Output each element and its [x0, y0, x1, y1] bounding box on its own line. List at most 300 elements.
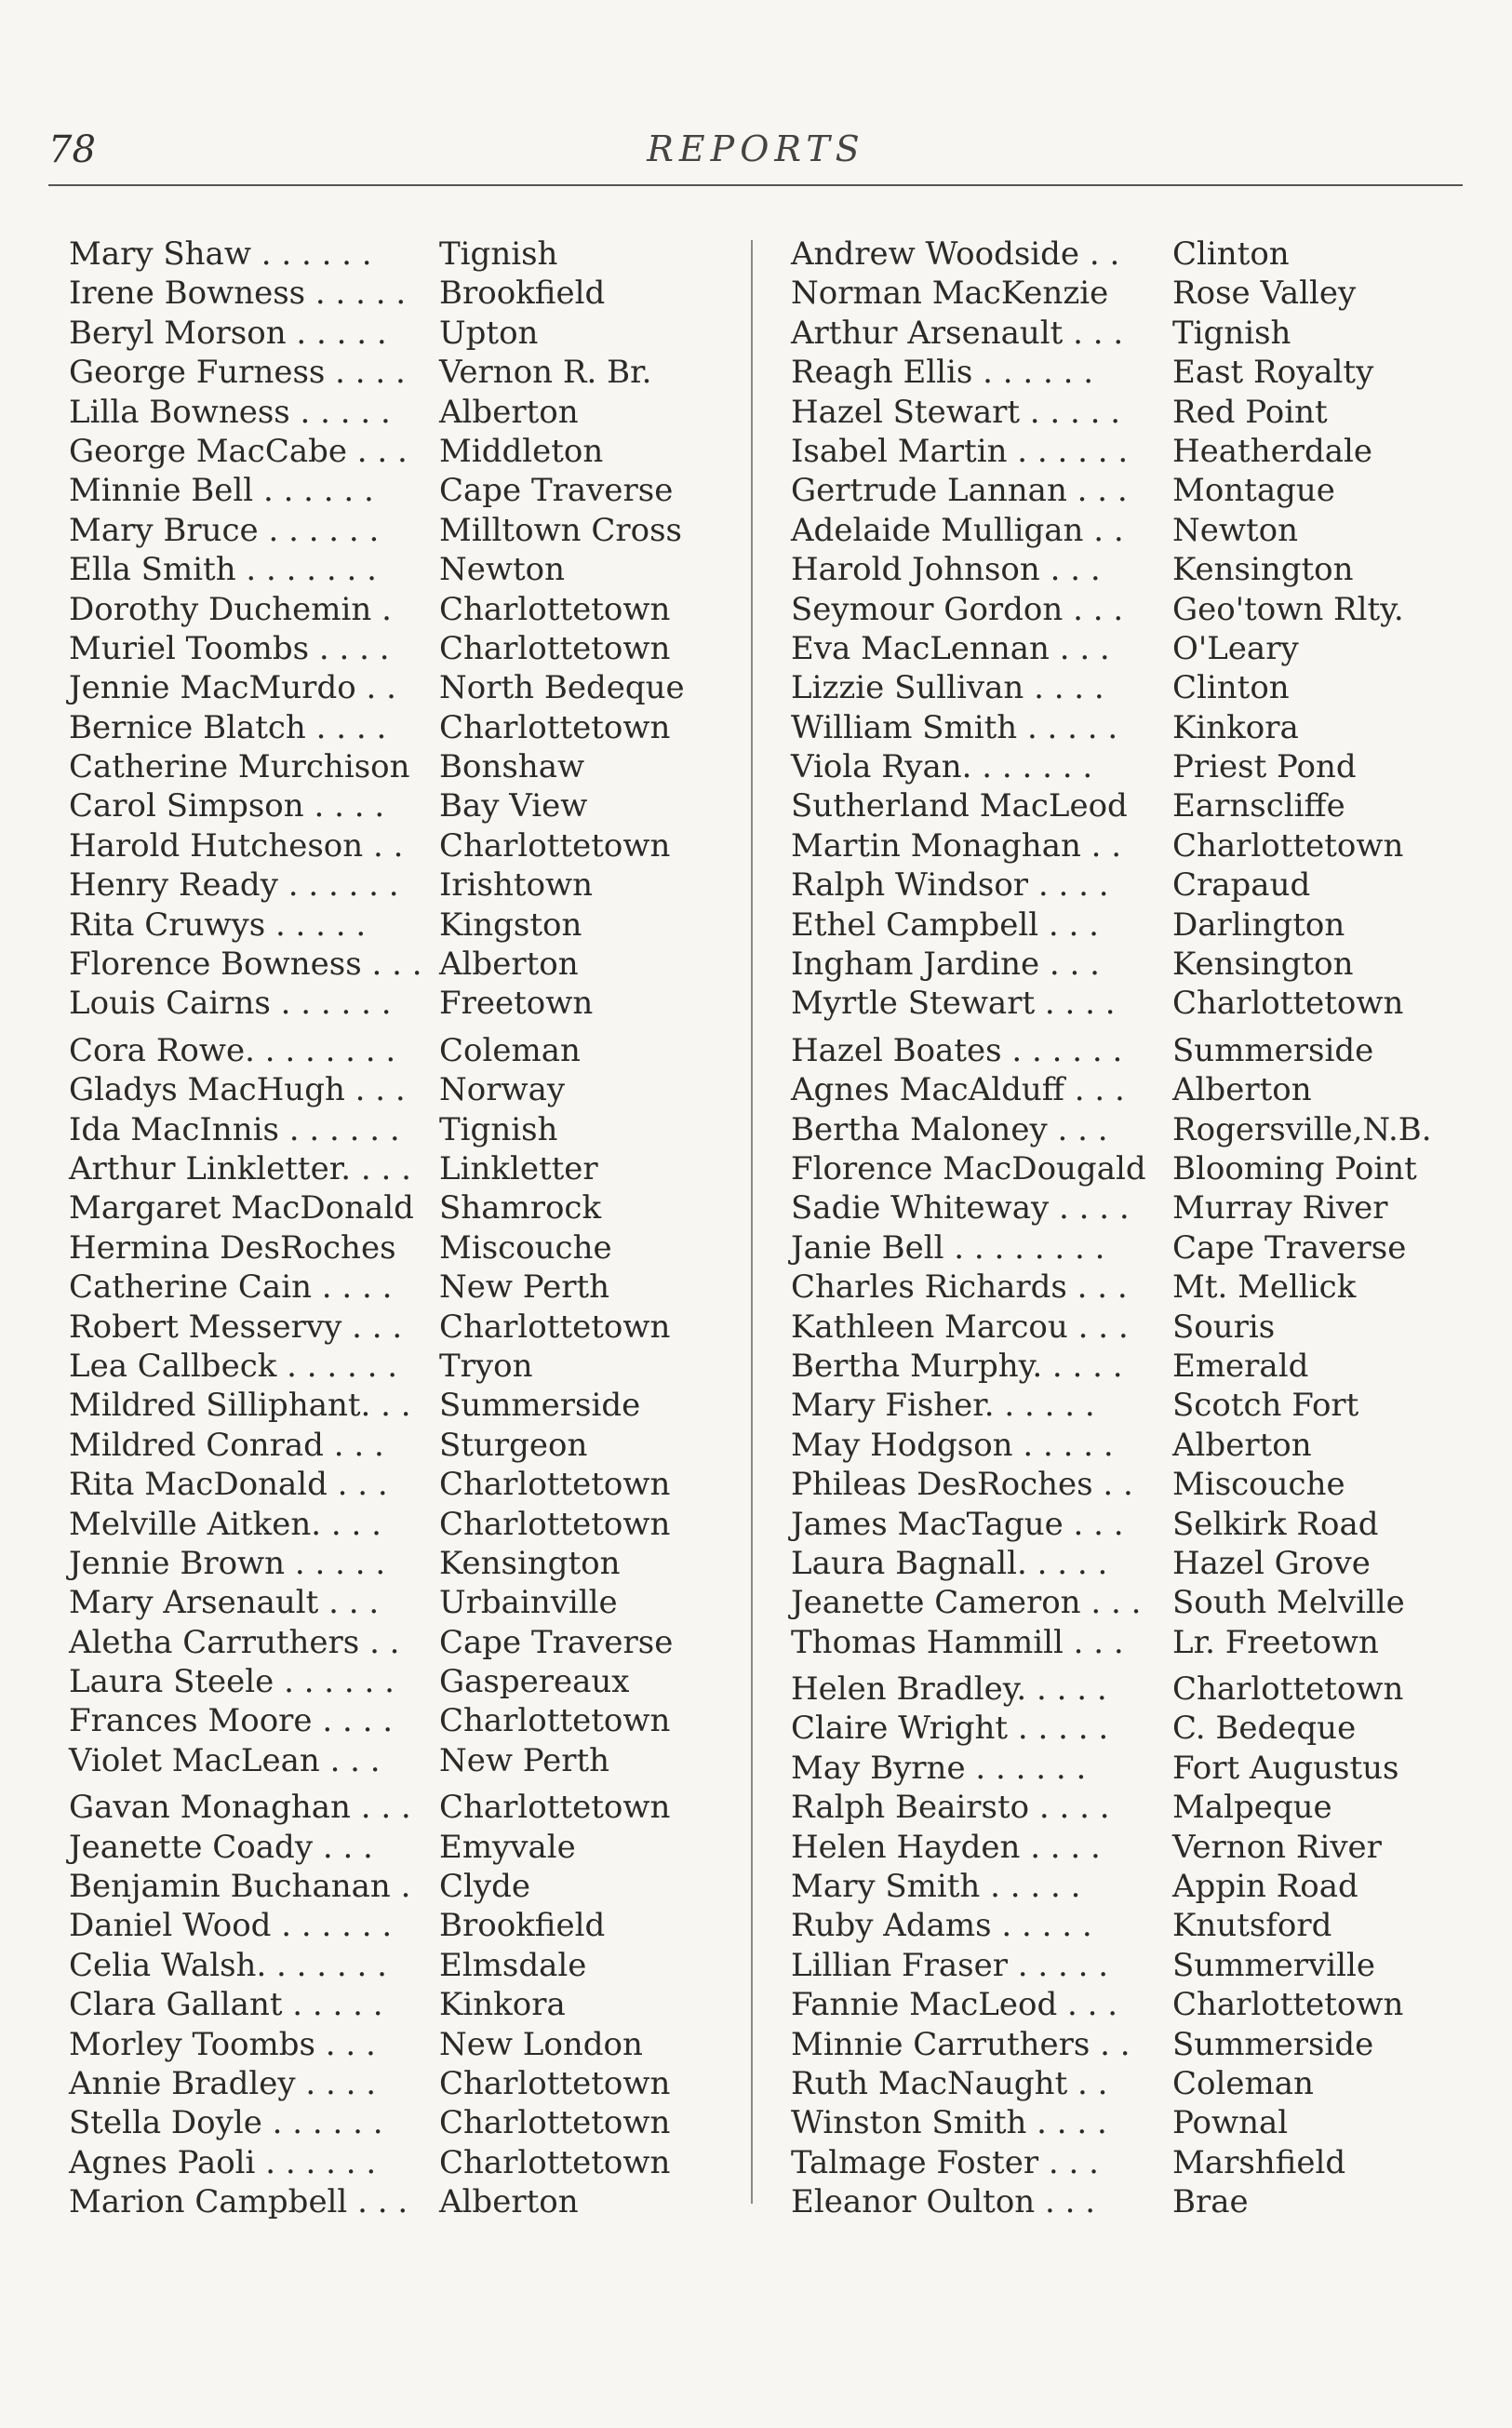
list-item	[791, 1985, 1461, 2024]
person-name: Ruth MacNaught . .	[791, 2064, 1108, 2102]
place-name: C. Bedeque	[1172, 1710, 1357, 1748]
place-name: Freetown	[439, 985, 594, 1023]
list-item	[69, 865, 720, 905]
list-item	[791, 1623, 1461, 1662]
list-item	[791, 1386, 1461, 1425]
list-item	[69, 1386, 720, 1425]
person-name: Dorothy Duchemin .	[69, 590, 392, 628]
place-name: Charlottetown	[439, 1466, 671, 1504]
left-column-list	[69, 235, 720, 2222]
place-name: Cape Traverse	[439, 1623, 674, 1661]
place-name: Heatherdale	[1172, 432, 1373, 470]
spacer	[69, 1024, 720, 1031]
person-name: Lillian Fraser . . . . .	[791, 1946, 1109, 1984]
person-name: Benjamin Buchanan .	[69, 1868, 411, 1906]
person-name: Ethel Campbell . . .	[791, 905, 1099, 944]
place-name: Kensington	[1172, 946, 1354, 984]
list-item	[791, 432, 1461, 471]
place-name: Crapaud	[1172, 866, 1311, 905]
place-name: Rogersville,N.B.	[1172, 1110, 1432, 1148]
person-name: Lilla Bowness . . . . .	[69, 393, 391, 431]
list-item	[791, 1670, 1461, 1709]
list-item	[69, 1623, 720, 1662]
list-item	[791, 1867, 1461, 1906]
place-name: Souris	[1172, 1308, 1276, 1346]
list-item	[69, 393, 720, 432]
person-name: Reagh Ellis . . . . . .	[791, 354, 1094, 392]
list-item	[69, 786, 720, 825]
person-name: Catherine Cain . . . .	[69, 1268, 393, 1307]
place-name: Clyde	[439, 1868, 530, 1906]
list-item	[69, 471, 720, 510]
list-item	[791, 1906, 1461, 1945]
list-item	[69, 2143, 720, 2182]
person-name: Ida MacInnis . . . . . .	[69, 1110, 400, 1148]
place-name: Linkletter	[439, 1149, 598, 1187]
person-name: Mary Smith . . . . .	[791, 1868, 1081, 1906]
place-name: Montague	[1172, 472, 1335, 510]
list-item	[69, 1701, 720, 1740]
list-item	[69, 1906, 720, 1945]
place-name: Kinkora	[439, 1986, 566, 2024]
list-item	[69, 1268, 720, 1307]
place-name: Urbainville	[439, 1584, 618, 1622]
person-name: Laura Bagnall. . . . .	[791, 1544, 1108, 1582]
list-item	[791, 314, 1461, 353]
person-name: Kathleen Marcou . . .	[791, 1308, 1129, 1346]
list-item	[69, 1031, 720, 1070]
list-item	[69, 1662, 720, 1701]
place-name: Vernon River	[1172, 1828, 1382, 1866]
person-name: Jennie MacMurdo . .	[69, 669, 396, 707]
person-name: Marion Campbell . . .	[69, 2183, 408, 2221]
place-name: Fort Augustus	[1172, 1749, 1399, 1787]
place-name: Alberton	[1172, 1071, 1312, 1109]
person-name: Sutherland MacLeod	[791, 787, 1128, 825]
person-name: Hermina DesRoches	[69, 1228, 396, 1267]
person-name: Clara Gallant . . . . .	[69, 1986, 383, 2024]
person-name: William Smith . . . . .	[791, 708, 1118, 746]
place-name: Pownal	[1172, 2104, 1289, 2142]
person-name: Robert Messervy . . .	[69, 1308, 403, 1346]
place-name: Charlottetown	[1172, 826, 1404, 865]
place-name: Summerside	[1172, 2025, 1374, 2063]
list-item	[69, 905, 720, 945]
place-name: Hazel Grove	[1172, 1544, 1371, 1582]
person-name: Fannie MacLeod . . .	[791, 1986, 1118, 2024]
person-name: Charles Richards . . .	[791, 1268, 1128, 1307]
place-name: Cape Traverse	[1172, 1228, 1407, 1267]
list-item	[69, 1228, 720, 1268]
list-item	[69, 590, 720, 629]
person-name: Melville Aitken. . . .	[69, 1505, 381, 1543]
place-name: Newton	[439, 551, 566, 589]
person-name: Agnes MacAlduff . . .	[791, 1071, 1125, 1109]
list-item	[69, 1426, 720, 1465]
person-name: Cora Rowe. . . . . . . .	[69, 1031, 396, 1069]
person-name: Gertrude Lannan . . .	[791, 472, 1128, 510]
list-item	[791, 2025, 1461, 2064]
person-name: Henry Ready . . . . . .	[69, 866, 399, 905]
place-name: Clinton	[1172, 235, 1290, 273]
list-item	[791, 393, 1461, 432]
place-name: Brookfield	[439, 275, 606, 313]
list-item	[791, 905, 1461, 945]
place-name: Middleton	[439, 432, 604, 470]
place-name: Charlottetown	[1172, 1670, 1404, 1709]
list-item	[69, 314, 720, 353]
place-name: Coleman	[439, 1031, 581, 1069]
place-name: Blooming Point	[1172, 1149, 1417, 1187]
person-name: Helen Bradley. . . . .	[791, 1670, 1107, 1709]
list-item	[791, 668, 1461, 707]
list-item	[69, 1308, 720, 1347]
place-name: Appin Road	[1172, 1868, 1358, 1906]
list-item	[791, 865, 1461, 905]
person-name: Bertha Maloney . . .	[791, 1110, 1108, 1148]
place-name: Bay View	[439, 787, 588, 825]
place-name: Brookfield	[439, 1907, 606, 1945]
list-item	[69, 1505, 720, 1544]
list-item	[69, 826, 720, 865]
place-name: Tignish	[439, 235, 558, 273]
place-name: New Perth	[439, 1268, 610, 1307]
person-name: George MacCabe . . .	[69, 432, 408, 470]
person-name: Phileas DesRoches . .	[791, 1466, 1133, 1504]
person-name: Helen Hayden . . . .	[791, 1828, 1101, 1866]
list-item	[791, 550, 1461, 589]
person-name: Mildred Conrad . . .	[69, 1426, 384, 1464]
place-name: Gaspereaux	[439, 1663, 630, 1701]
person-name: Lea Callbeck . . . . . .	[69, 1347, 398, 1385]
place-name: Scotch Fort	[1172, 1387, 1359, 1425]
list-item	[791, 353, 1461, 392]
place-name: Geo'town Rlty.	[1172, 590, 1404, 628]
place-name: O'Leary	[1172, 629, 1299, 667]
place-name: Norway	[439, 1071, 566, 1109]
place-name: Murray River	[1172, 1189, 1388, 1227]
person-name: Morley Toombs . . .	[69, 2025, 376, 2063]
column-divider	[751, 240, 753, 2204]
list-item	[69, 274, 720, 313]
place-name: Summerville	[1172, 1946, 1375, 1984]
person-name: Viola Ryan. . . . . . .	[791, 748, 1093, 786]
place-name: Vernon R. Br.	[439, 354, 652, 392]
spacer	[791, 1662, 1461, 1670]
page-number: 78	[48, 128, 96, 171]
place-name: Red Point	[1172, 393, 1328, 431]
list-item	[791, 984, 1461, 1023]
person-name: Norman MacKenzie	[791, 275, 1109, 313]
running-title: REPORTS	[647, 128, 865, 169]
place-name: Charlottetown	[439, 708, 671, 746]
person-name: Adelaide Mulligan . .	[791, 511, 1124, 549]
list-item	[791, 1228, 1461, 1268]
list-item	[791, 1465, 1461, 1504]
list-item	[791, 2103, 1461, 2142]
place-name: Charlottetown	[439, 1308, 671, 1346]
person-name: Ella Smith . . . . . . .	[69, 551, 377, 589]
place-name: Summerside	[439, 1387, 641, 1425]
place-name: Tignish	[439, 1110, 558, 1148]
list-item	[69, 511, 720, 550]
place-name: Summerside	[1172, 1031, 1374, 1069]
list-item	[791, 2064, 1461, 2103]
list-item	[791, 1070, 1461, 1109]
spacer	[791, 1024, 1461, 1031]
list-item	[791, 471, 1461, 510]
place-name: Alberton	[439, 393, 579, 431]
list-item	[69, 668, 720, 707]
person-name: Irene Bowness . . . . .	[69, 275, 407, 313]
person-name: Winston Smith . . . .	[791, 2104, 1107, 2142]
list-item	[791, 590, 1461, 629]
place-name: Charlottetown	[1172, 1986, 1404, 2024]
place-name: Elmsdale	[439, 1946, 587, 1984]
place-name: Knutsford	[1172, 1907, 1332, 1945]
list-item	[69, 432, 720, 471]
person-name: Ralph Beairsto . . . .	[791, 1789, 1110, 1827]
list-item	[791, 1347, 1461, 1386]
person-name: Rita Cruwys . . . . .	[69, 905, 367, 944]
person-name: Talmage Foster . . .	[791, 2143, 1099, 2181]
list-item	[69, 1583, 720, 1622]
person-name: Eva MacLennan . . .	[791, 629, 1110, 667]
person-name: Jeanette Coady . . .	[69, 1828, 373, 1866]
list-item	[791, 1031, 1461, 1070]
place-name: Charlottetown	[439, 2104, 671, 2142]
person-name: Jeanette Cameron . . .	[791, 1584, 1142, 1622]
person-name: Minnie Carruthers . .	[791, 2025, 1131, 2063]
person-name: Lizzie Sullivan . . . .	[791, 669, 1104, 707]
list-item	[791, 1788, 1461, 1827]
person-name: James MacTague . . .	[791, 1505, 1124, 1543]
person-name: Harold Hutcheson . .	[69, 826, 404, 865]
person-name: Beryl Morson . . . . .	[69, 314, 387, 352]
person-name: May Hodgson . . . . .	[791, 1426, 1114, 1464]
place-name: New Perth	[439, 1741, 610, 1779]
right-column-list	[791, 235, 1461, 2222]
person-name: Laura Steele . . . . . .	[69, 1663, 395, 1701]
list-item	[69, 1985, 720, 2024]
place-name: Priest Pond	[1172, 748, 1357, 786]
place-name: Charlottetown	[439, 1505, 671, 1543]
place-name: Coleman	[1172, 2064, 1314, 2102]
place-name: Miscouche	[439, 1228, 612, 1267]
place-name: Brae	[1172, 2183, 1249, 2221]
place-name: Alberton	[439, 946, 579, 984]
person-name: Mary Arsenault . . .	[69, 1584, 380, 1622]
list-item	[791, 1709, 1461, 1748]
list-item	[69, 1188, 720, 1227]
person-name: Ingham Jardine . . .	[791, 946, 1100, 984]
place-name: Charlottetown	[439, 590, 671, 628]
person-name: Seymour Gordon . . .	[791, 590, 1124, 628]
list-item	[791, 1110, 1461, 1149]
list-item	[69, 2025, 720, 2064]
list-item	[791, 511, 1461, 550]
person-name: Martin Monaghan . .	[791, 826, 1122, 865]
list-item	[69, 1788, 720, 1827]
place-name: Mt. Mellick	[1172, 1268, 1357, 1307]
place-name: Charlottetown	[1172, 985, 1404, 1023]
person-name: Violet MacLean . . .	[69, 1741, 381, 1779]
person-name: Annie Bradley . . . .	[69, 2064, 377, 2102]
person-name: Myrtle Stewart . . . .	[791, 985, 1116, 1023]
list-item	[69, 353, 720, 392]
person-name: Andrew Woodside . .	[791, 235, 1120, 273]
list-item	[791, 235, 1461, 274]
place-name: Charlottetown	[439, 1702, 671, 1740]
place-name: Milltown Cross	[439, 511, 683, 549]
place-name: Miscouche	[1172, 1466, 1345, 1504]
list-item	[791, 1268, 1461, 1307]
place-name: Charlottetown	[439, 1789, 671, 1827]
person-name: Daniel Wood . . . . . .	[69, 1907, 393, 1945]
place-name: Earnscliffe	[1172, 787, 1345, 825]
person-name: Celia Walsh. . . . . . .	[69, 1946, 387, 1984]
person-name: Bertha Murphy. . . . .	[791, 1347, 1123, 1385]
header-rule	[48, 184, 1463, 186]
person-name: Mary Shaw . . . . . .	[69, 235, 372, 273]
person-name: Rita MacDonald . . .	[69, 1466, 388, 1504]
person-name: Ruby Adams . . . . .	[791, 1907, 1092, 1945]
person-name: Arthur Linkletter. . . .	[69, 1149, 411, 1187]
list-item	[791, 1749, 1461, 1788]
person-name: Mary Fisher. . . . . .	[791, 1387, 1095, 1425]
place-name: North Bedeque	[439, 669, 685, 707]
list-item	[791, 1828, 1461, 1867]
list-item	[69, 550, 720, 589]
person-name: May Byrne . . . . . .	[791, 1749, 1087, 1787]
place-name: Cape Traverse	[439, 472, 674, 510]
person-name: Isabel Martin . . . . . .	[791, 432, 1129, 470]
place-name: Selkirk Road	[1172, 1505, 1379, 1543]
place-name: Upton	[439, 314, 539, 352]
list-item	[69, 1070, 720, 1109]
place-name: Lr. Freetown	[1172, 1623, 1379, 1661]
list-item	[69, 2182, 720, 2221]
person-name: Muriel Toombs . . . .	[69, 629, 390, 667]
place-name: Irishtown	[439, 866, 594, 905]
list-item	[69, 1149, 720, 1188]
person-name: Carol Simpson . . . .	[69, 787, 385, 825]
list-item	[69, 1544, 720, 1583]
list-item	[791, 826, 1461, 865]
list-item	[69, 629, 720, 668]
person-name: Agnes Paoli . . . . . .	[69, 2143, 377, 2181]
place-name: Kensington	[1172, 551, 1354, 589]
person-name: Harold Johnson . . .	[791, 551, 1101, 589]
place-name: Clinton	[1172, 669, 1290, 707]
person-name: Janie Bell . . . . . . . .	[791, 1228, 1105, 1267]
place-name: Kingston	[439, 905, 582, 944]
place-name: Malpeque	[1172, 1789, 1332, 1827]
list-item	[791, 1308, 1461, 1347]
place-name: Kinkora	[1172, 708, 1299, 746]
person-name: Eleanor Oulton . . .	[791, 2183, 1096, 2221]
place-name: Emerald	[1172, 1347, 1309, 1385]
place-name: Emyvale	[439, 1828, 576, 1866]
person-name: Thomas Hammill . . .	[791, 1623, 1124, 1661]
list-item	[791, 274, 1461, 313]
person-name: Ralph Windsor . . . .	[791, 866, 1109, 905]
list-item	[69, 708, 720, 747]
list-item	[69, 1828, 720, 1867]
person-name: Mildred Silliphant. . .	[69, 1387, 411, 1425]
person-name: Arthur Arsenault . . .	[791, 314, 1124, 352]
person-name: Bernice Blatch . . . .	[69, 708, 387, 746]
person-name: Catherine Murchison	[69, 748, 410, 786]
person-name: Florence Bowness . . .	[69, 946, 422, 984]
list-item	[791, 1426, 1461, 1465]
place-name: Charlottetown	[439, 2064, 671, 2102]
place-name: Marshfield	[1172, 2143, 1346, 2181]
place-name: Tryon	[439, 1347, 533, 1385]
list-item	[791, 945, 1461, 984]
list-item	[69, 1867, 720, 1906]
list-item	[791, 1583, 1461, 1622]
place-name: Rose Valley	[1172, 275, 1357, 313]
list-item	[791, 1946, 1461, 1985]
person-name: Claire Wright . . . . .	[791, 1710, 1109, 1748]
person-name: Louis Cairns . . . . . .	[69, 985, 392, 1023]
list-item	[69, 1110, 720, 1149]
place-name: Newton	[1172, 511, 1299, 549]
list-item	[69, 945, 720, 984]
place-name: Sturgeon	[439, 1426, 588, 1464]
person-name: Gavan Monaghan . . .	[69, 1789, 411, 1827]
person-name: Sadie Whiteway . . . .	[791, 1189, 1130, 1227]
list-item	[69, 747, 720, 786]
list-item	[69, 1741, 720, 1780]
list-item	[69, 2103, 720, 2142]
place-name: Kensington	[439, 1544, 621, 1582]
person-name: Minnie Bell . . . . . .	[69, 472, 374, 510]
place-name: Darlington	[1172, 905, 1345, 944]
person-name: Hazel Boates . . . . . .	[791, 1031, 1123, 1069]
list-item	[69, 1946, 720, 1985]
person-name: Stella Doyle . . . . . .	[69, 2104, 383, 2142]
list-item	[791, 1188, 1461, 1227]
place-name: Alberton	[1172, 1426, 1312, 1464]
list-item	[791, 786, 1461, 825]
person-name: Hazel Stewart . . . . .	[791, 393, 1121, 431]
person-name: Jennie Brown . . . . .	[69, 1544, 386, 1582]
person-name: Frances Moore . . . .	[69, 1702, 394, 1740]
person-name: George Furness . . . .	[69, 354, 406, 392]
place-name: New London	[439, 2025, 643, 2063]
place-name: Bonshaw	[439, 748, 585, 786]
list-item	[69, 2064, 720, 2103]
place-name: Charlottetown	[439, 629, 671, 667]
person-name: Aletha Carruthers . .	[69, 1623, 400, 1661]
list-item	[791, 1505, 1461, 1544]
list-item	[791, 708, 1461, 747]
spacer	[69, 1780, 720, 1788]
person-name: Margaret MacDonald	[69, 1189, 414, 1227]
list-item	[791, 2182, 1461, 2221]
place-name: South Melville	[1172, 1584, 1405, 1622]
person-name: Gladys MacHugh . . .	[69, 1071, 406, 1109]
list-item	[791, 629, 1461, 668]
place-name: East Royalty	[1172, 354, 1374, 392]
list-item	[69, 984, 720, 1023]
list-item	[791, 1149, 1461, 1188]
list-item	[69, 1347, 720, 1386]
place-name: Tignish	[1172, 314, 1291, 352]
place-name: Charlottetown	[439, 826, 671, 865]
